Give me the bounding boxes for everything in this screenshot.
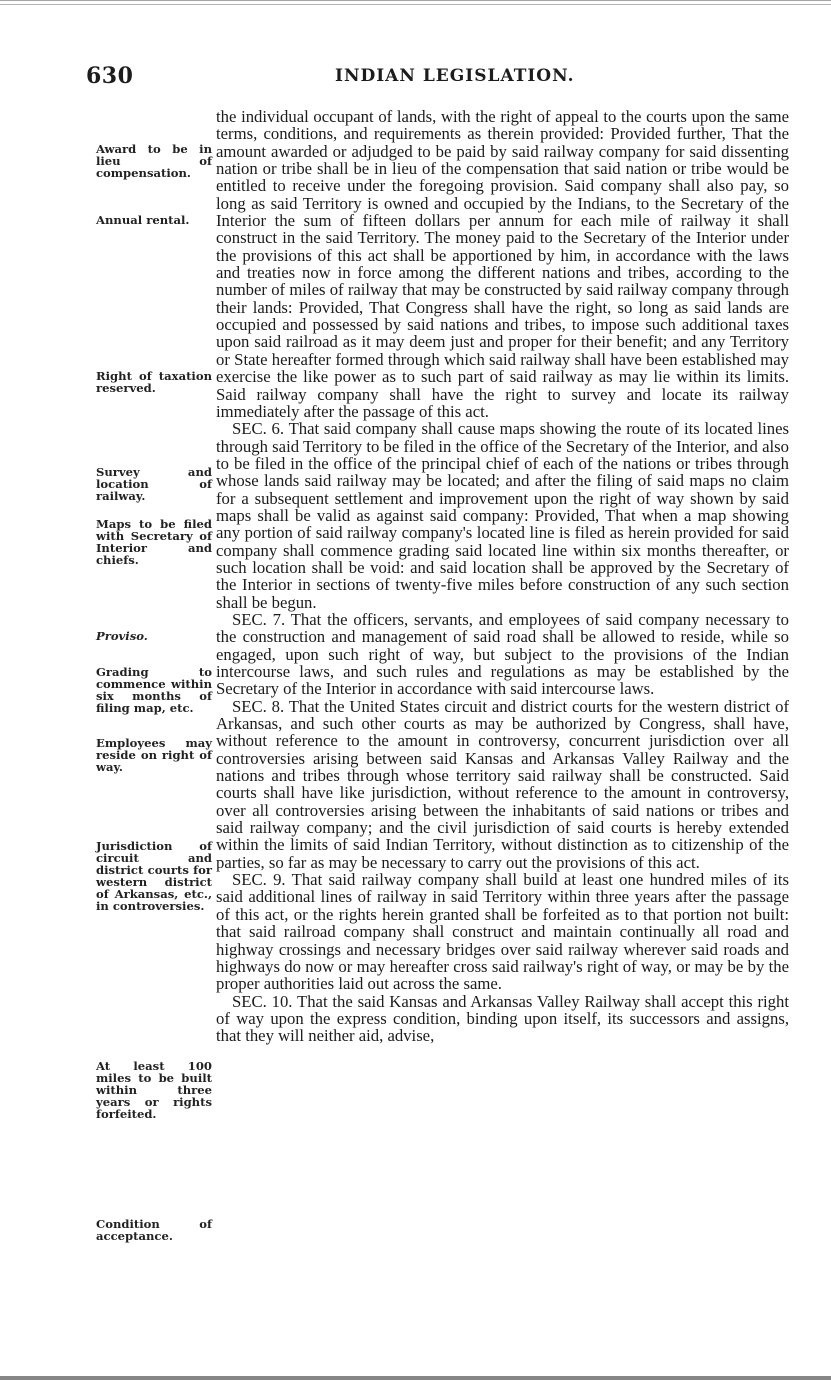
section-label: SEC. 7. bbox=[232, 609, 286, 629]
body-text bbox=[216, 108, 789, 1045]
section-label: SEC. 9. bbox=[232, 870, 286, 890]
section-label: SEC. 10. bbox=[232, 991, 293, 1011]
paragraph-text: the individual occupant of lands, with the right of appeal to the courts upon the same terms, conditions, and requirements as therein provided: Provided further, That the amount awarded or adjudged to be paid by said railway company for said dissenting nation or tribe shall be in lieu of the compensation that said nation or tribe would be entitled to receive under the foregoing provision. Said company shall also pay, so long as said Territory is owned and occupied by the Indians, to the Secretary of the Interior the sum of fifteen dollars per annum for each mile of railway it shall construct in the said Territory. The money paid to the Secretary of the Interior under the provisions of this act shall be apportioned by him, in accordance with the laws and treaties now in force among the different nations and tribes, according to the number of miles of railway that may be constructed by said railway company through their lands: Provided, That Congress shall have the right, so long as said lands are occupied and possessed by said nations and tribes, to impose such additional taxes upon said railroad as it may deem just and proper for their benefit; and any Territory or State hereafter formed through which said railway shall have been established may exercise the like power as to such part of said railway as may lie within its limits. Said railway company shall have the right to survey and locate its railway immediately after the passage of this act. bbox=[216, 107, 789, 421]
section-9 bbox=[216, 871, 789, 992]
page-number: 630 bbox=[86, 63, 134, 89]
running-head: INDIAN LEGISLATION. bbox=[335, 66, 575, 86]
paragraph-text: That said company shall cause maps showing the route of its located lines through said Territory to be filed in the office of the Secretary of the Interior, and also to be filed in the office of the principal chief of each of the nations or tribes through whose lands said railway may be located; and after the filing of said maps no claim for a subsequent settlement and improvement upon the right of way shown by said maps shall be valid as against said company: Provided, That when a map showing any portion of said railway company's located line is filed as herein provided for said company shall commence grading said located line within six months thereafter, or such location shall be void: and said location shall be approved by the Secretary of the Interior in sections of twenty-five miles before construction of any such section shall be begun. bbox=[216, 419, 789, 612]
margin-note-annual-rental: Annual rental. bbox=[96, 213, 190, 227]
margin-note-award: Award to be in lieu of compensation. bbox=[96, 142, 212, 180]
section-10 bbox=[216, 993, 789, 1045]
paragraph-text: That the said Kansas and Arkansas Valley Railway shall accept this right of way upon the express condition, binding upon itself, its successors and assigns, that they will neither aid, advise, bbox=[216, 991, 790, 1046]
section-6 bbox=[216, 420, 789, 611]
margin-note-survey: Survey and location of railway. bbox=[96, 465, 212, 503]
margin-note-maps: Maps to be filed with Secretary of Interior and chiefs. bbox=[96, 517, 212, 567]
paragraph bbox=[216, 108, 789, 420]
margin-note-taxation: Right of taxation reserved. bbox=[96, 369, 212, 395]
scan-edge-bottom bbox=[0, 1376, 831, 1380]
margin-note-jurisdiction: Jurisdiction of circuit and district courts for western district of Arkansas, etc., in controversies. bbox=[96, 839, 212, 913]
margin-note-forfeit: At least 100 miles to be built within three years or rights forfeited. bbox=[96, 1059, 212, 1121]
paragraph-text: That the United States circuit and district courts for the western district of Arkansas, and such other courts as may be authorized by Congress, shall have, without reference to the amount in controversy, concurrent jurisdiction over all controversies arising between said Kansas and Arkansas Valley Railway and the nations and tribes through whose territory said railway shall be constructed. Said courts shall have like jurisdiction, without reference to the amount in controversy, over all controversies arising between the inhabitants of said nations or tribes and said railway company; and the civil jurisdiction of said courts is hereby extended within the limits of said Indian Territory, without distinction as to citizenship of the parties, so far as may be necessary to carry out the provisions of this act. bbox=[216, 696, 790, 872]
section-7 bbox=[216, 611, 789, 698]
section-8 bbox=[216, 698, 789, 871]
paragraph-text: That the officers, servants, and employees of said company necessary to the construction and management of said road shall be allowed to reside, while so engaged, upon such right of way, but subject to the provisions of the Indian intercourse laws, and such rules and regulations as may be established by the Secretary of the Interior in accordance with said intercourse laws. bbox=[216, 609, 789, 699]
section-label: SEC. 6. bbox=[232, 419, 285, 439]
paragraph-text: That said railway company shall build at least one hundred miles of its said additional lines of railway in said Territory within three years after the passage of this act, or the rights herein granted shall be forfeited as to that portion not built: that said railroad company shall construct and maintain continually all road and highway crossings and necessary bridges over said railway wherever said roads and highways do now or may hereafter cross said railway's right of way, or may be by the proper authorities laid out across the same. bbox=[216, 870, 790, 994]
margin-note-proviso: Proviso. bbox=[96, 629, 148, 643]
margin-note-grading: Grading to commence within six months of filing map, etc. bbox=[96, 665, 212, 715]
section-label: SEC. 8. bbox=[232, 696, 285, 716]
margin-note-condition: Condition of acceptance. bbox=[96, 1217, 212, 1243]
scan-edge-top bbox=[0, 0, 831, 14]
margin-note-employees: Employees may reside on right of way. bbox=[96, 736, 212, 774]
